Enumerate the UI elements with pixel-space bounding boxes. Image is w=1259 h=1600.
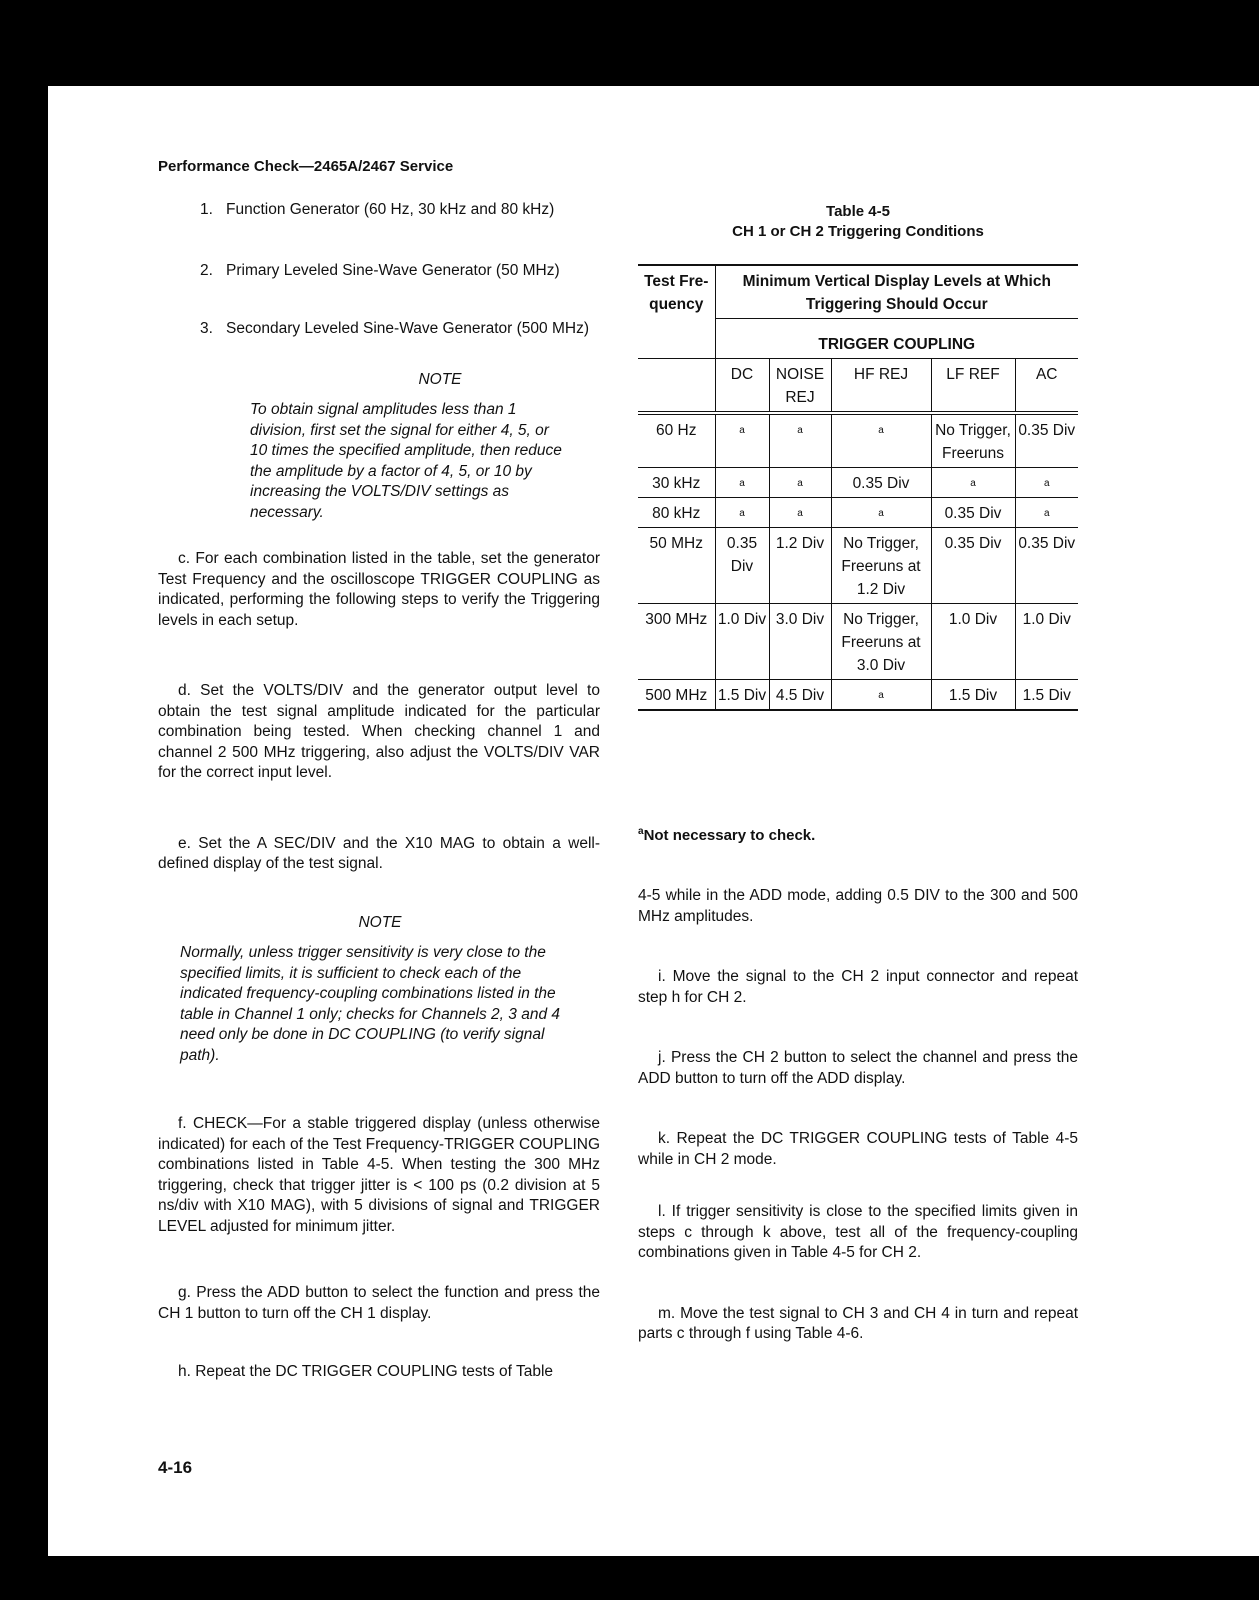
table-cell: 0.35 Div [931,528,1015,604]
col-header-noise-rej: NOISE REJ [769,359,831,414]
col-header-dc: DC [715,359,769,414]
table-cell: 1.0 Div [1015,604,1078,680]
col-header-empty [638,359,715,414]
table-cell: 1.2 Div [769,528,831,604]
page-number: 4-16 [158,1458,193,1477]
table-header-row [638,359,1078,414]
right-column [638,886,1078,1345]
table-cell: a [1015,468,1078,498]
note-box [250,370,570,524]
col-header-ac: AC [1015,359,1078,414]
table-cell: a [831,413,931,468]
note-body: Normally, unless trigger sensitivity is very close to the specified limits, it is sufficient to check each of the indicated frequency-coupling combinations listed in the table in Channel 1 only; checks for Channels 2, 3 and 4 need only be done in DC COUPLING (to verify signal path). [180,944,560,1064]
table-cell: 0.35 Div [1015,528,1078,604]
step-e: e. Set the A SEC/DIV and the X10 MAG to obtain a well-defined display of the test signal. [158,834,600,872]
table-row [638,528,1078,604]
step-h: h. Repeat the DC TRIGGER COUPLING tests of Table [178,1363,554,1380]
list-text: Secondary Leveled Sine-Wave Generator (500 MHz) [226,320,589,337]
coupling-header: TRIGGER COUPLING [715,319,1078,359]
table-row [638,604,1078,680]
table-cell: 3.0 Div [769,604,831,680]
footnote-marker: a [638,826,644,837]
page-header: Performance Check—2465A/2467 Service [158,158,454,175]
table-cell: 1.5 Div [931,680,1015,711]
main-header: Minimum Vertical Display Levels at Which Triggering Should Occur [715,265,1078,319]
list-number: 2. [200,261,213,279]
table-title: CH 1 or CH 2 Triggering Conditions [732,223,984,240]
table-cell: No Trigger, Freeruns at 3.0 Div [831,604,931,680]
step-i: i. Move the signal to the CH 2 input connector and repeat step h for CH 2. [638,968,1078,1006]
step-c: c. For each combination listed in the table, set the generator Test Frequency and the oscilloscope TRIGGER COUPLING as indicated, performing the following steps to verify the Triggering levels in each setup. [158,550,600,629]
note-title: NOTE [358,913,402,931]
col-header-hf-rej: HF REJ [831,359,931,414]
table-cell: a [831,498,931,528]
cell-test-frequency: 80 kHz [638,498,715,528]
table-cell: a [769,498,831,528]
step-g: g. Press the ADD button to select the function and press the CH 1 button to turn off the CH 1 display. [158,1284,600,1322]
list-item [158,319,600,340]
table-cell: 0.35 Div [1015,413,1078,468]
cell-test-frequency: 60 Hz [638,413,715,468]
table-cell: No Trigger, Freeruns at 1.2 Div [831,528,931,604]
step-k: k. Repeat the DC TRIGGER COUPLING tests of Table 4-5 while in CH 2 mode. [638,1130,1078,1168]
table-number: Table 4-5 [826,203,890,220]
table-cell: 1.5 Div [1015,680,1078,711]
table-row [638,498,1078,528]
table-cell: 0.35 Div [715,528,769,604]
list-number: 1. [200,201,213,218]
list-item [158,261,600,282]
table-cell: 1.0 Div [715,604,769,680]
table-cell: 4.5 Div [769,680,831,711]
table-caption [638,202,1078,242]
col-header-test-frequency: Test Fre- quency [638,265,715,359]
step-d: d. Set the VOLTS/DIV and the generator output level to obtain the test signal amplitude indicated for the particular combination being tested. When checking channel 1 and channel 2 500 MHz triggering, also adjust the VOLTS/DIV VAR for the correct input level. [158,682,600,781]
step-m: m. Move the test signal to CH 3 and CH 4 in turn and repeat parts c through f using Table 4-6. [638,1304,1078,1342]
table-row [638,468,1078,498]
step-l: l. If trigger sensitivity is close to the specified limits given in steps c through k above, test all of the frequency-coupling combinations given in Table 4-5 for CH 2. [638,1203,1078,1261]
note-title: NOTE [418,370,462,388]
cell-test-frequency: 500 MHz [638,680,715,711]
table-footnote [638,826,815,844]
table-cell: 1.0 Div [931,604,1015,680]
note-body: To obtain signal amplitudes less than 1 division, first set the signal for either 4, 5, or 10 times the specified amplitude, then reduce the amplitude by a factor of 4, 5, or 10 by increasing the VOLTS/DIV settings as necessary. [250,401,562,521]
table-cell: a [1015,498,1078,528]
list-text: Function Generator (60 Hz, 30 kHz and 80 kHz) [226,201,555,218]
col-header-lf-ref: LF REF [931,359,1015,414]
table-cell: a [831,680,931,711]
cell-test-frequency: 50 MHz [638,528,715,604]
left-column [158,200,600,1383]
footnote-text: Not necessary to check. [643,827,816,844]
cell-test-frequency: 30 kHz [638,468,715,498]
list-number: 3. [200,320,213,337]
table-cell: a [715,498,769,528]
note-box [180,913,580,1067]
table-cell: a [769,468,831,498]
triggering-conditions-table [638,264,1078,711]
cell-test-frequency: 300 MHz [638,604,715,680]
list-text: Primary Leveled Sine-Wave Generator (50 MHz) [226,261,560,279]
table-cell: 0.35 Div [831,468,931,498]
table-header-row [638,265,1078,319]
table-cell: 0.35 Div [931,498,1015,528]
table-row [638,413,1078,468]
table-cell: a [769,413,831,468]
table-cell: 1.5 Div [715,680,769,711]
table-cell: a [931,468,1015,498]
table-row [638,680,1078,711]
table-cell: a [715,413,769,468]
list-item [158,200,600,221]
table-body [638,413,1078,710]
table-cell: a [715,468,769,498]
document-page [48,86,1259,1556]
step-j: j. Press the CH 2 button to select the channel and press the ADD button to turn off the ADD display. [638,1049,1078,1087]
step-f: f. CHECK—For a stable triggered display (unless otherwise indicated) for each of the Test Frequency-TRIGGER COUPLING combinations listed in Table 4-5. When testing the 300 MHz triggering, check that trigger jitter is < 100 ps (0.2 division at 5 ns/div with X10 MAG), with 5 divisions of signal and TRIGGER LEVEL adjusted for minimum jitter. [158,1115,600,1235]
step-h-continued: 4-5 while in the ADD mode, adding 0.5 DIV to the 300 and 500 MHz amplitudes. [638,887,1078,925]
table-cell: No Trigger, Freeruns [931,413,1015,468]
